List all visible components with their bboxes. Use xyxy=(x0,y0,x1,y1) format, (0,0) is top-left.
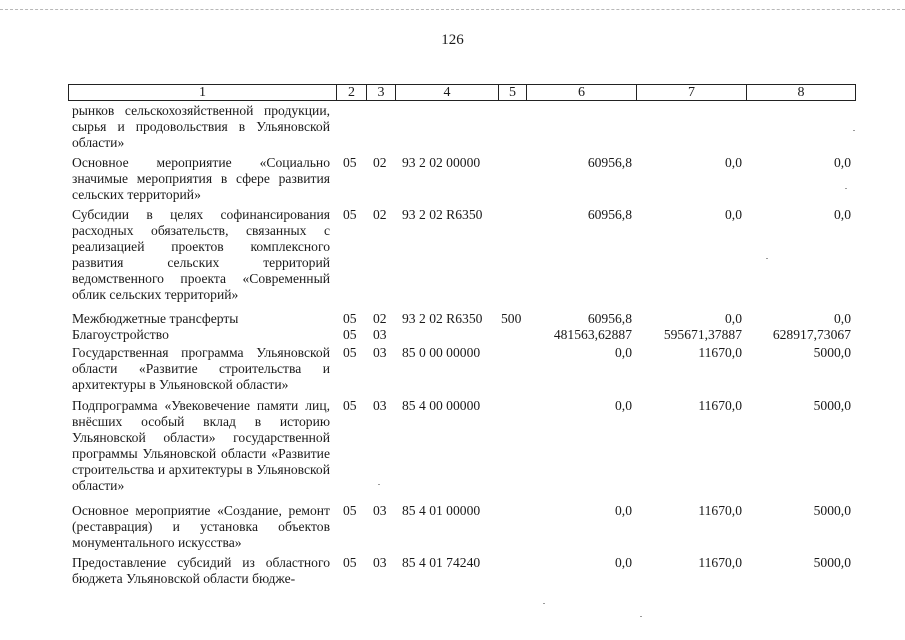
row-2-name: Субсидии в целях софинансирования расходных обязательств, связанных с реализацией проектов комплексного развития сельских территорий ведомственного проекта «Современный облик сельских территорий» xyxy=(72,207,330,302)
row-5-target-code: 85 0 00 00000 xyxy=(402,345,481,360)
row-4-subsection: 03 xyxy=(373,327,387,342)
scan-speck xyxy=(766,258,768,259)
row-3-amount-col7: 0,0 xyxy=(725,311,742,326)
row-2-subsection: 02 xyxy=(373,207,387,222)
header-col-4: 4 xyxy=(396,85,499,100)
row-7-amount-col7: 11670,0 xyxy=(698,503,742,518)
row-5-subsection: 03 xyxy=(373,345,387,360)
row-1-subsection: 02 xyxy=(373,155,387,170)
header-col-8: 8 xyxy=(797,85,805,100)
row-4-amount-col7: 595671,37887 xyxy=(663,327,742,342)
row-7-name: Основное мероприятие «Создание, ремонт (реставрация) и установка объектов монументального искусства» xyxy=(72,503,330,550)
page-number: 126 xyxy=(441,32,464,48)
header-col-2: 2 xyxy=(337,85,367,100)
row-3-expense-type: 500 xyxy=(501,311,522,326)
row-3-amount-col6: 60956,8 xyxy=(587,311,632,326)
row-0-name: рынков сельскохозяйственной продукции, сырья и продовольствия в Ульяновской области» xyxy=(72,103,330,150)
header-col-5: 5 xyxy=(499,85,527,100)
row-1-amount-col8: 0,0 xyxy=(834,155,851,170)
row-8-name: Предоставление субсидий из областного бюджета Ульяновской области бюдже- xyxy=(72,555,330,586)
row-8-subsection: 03 xyxy=(373,555,387,570)
row-6-amount-col6: 0,0 xyxy=(615,398,632,413)
scan-top-edge xyxy=(0,9,905,10)
row-3-target-code: 93 2 02 R6350 xyxy=(402,311,483,326)
row-5-section: 05 xyxy=(343,345,357,360)
scan-speck xyxy=(853,130,855,131)
row-7-amount-col8: 5000,0 xyxy=(813,503,851,518)
row-7-target-code: 85 4 01 00000 xyxy=(402,503,481,518)
header-col-3: 3 xyxy=(367,85,396,100)
row-5-name: Государственная программа Ульяновской области «Развитие строительства и архитектуры в Ульяновской области» xyxy=(72,345,330,392)
row-8-amount-col7: 11670,0 xyxy=(698,555,742,570)
row-7-subsection: 03 xyxy=(373,503,387,518)
scan-speck xyxy=(845,188,847,189)
row-4-amount-col8: 628917,73067 xyxy=(772,327,851,342)
row-2-amount-col7: 0,0 xyxy=(725,207,742,222)
row-4-name: Благоустройство xyxy=(72,327,169,342)
row-8-amount-col8: 5000,0 xyxy=(813,555,851,570)
row-1-amount-col7: 0,0 xyxy=(725,155,742,170)
row-2-target-code: 93 2 02 R6350 xyxy=(402,207,483,222)
row-5-amount-col7: 11670,0 xyxy=(698,345,742,360)
row-6-amount-col8: 5000,0 xyxy=(813,398,851,413)
row-8-section: 05 xyxy=(343,555,357,570)
row-1-name: Основное мероприятие «Социально значимые мероприятия в сфере развития сельских территорий» xyxy=(72,155,330,202)
row-6-target-code: 85 4 00 00000 xyxy=(402,398,481,413)
header-col-6: 6 xyxy=(527,85,637,100)
row-7-section: 05 xyxy=(343,503,357,518)
header-col-1: 1 xyxy=(69,85,337,100)
row-4-amount-col6: 481563,62887 xyxy=(553,327,632,342)
row-6-name: Подпрограмма «Увековечение памяти лиц, внёсших особый вклад в историю Ульяновской области» государственной программы Ульяновской области «Развитие строительства и архитектуры в Ульяновской области» xyxy=(72,398,330,493)
scan-speck xyxy=(543,603,545,604)
row-2-amount-col8: 0,0 xyxy=(834,207,851,222)
row-7-amount-col6: 0,0 xyxy=(615,503,632,518)
row-3-name: Межбюджетные трансферты xyxy=(72,311,239,326)
scan-speck xyxy=(378,484,380,485)
header-col-7: 7 xyxy=(637,85,747,100)
row-6-amount-col7: 11670,0 xyxy=(698,398,742,413)
row-8-amount-col6: 0,0 xyxy=(615,555,632,570)
row-3-section: 05 xyxy=(343,311,357,326)
row-1-target-code: 93 2 02 00000 xyxy=(402,155,481,170)
table-header xyxy=(68,84,856,101)
scan-speck xyxy=(640,616,642,617)
row-1-amount-col6: 60956,8 xyxy=(587,155,632,170)
row-4-section: 05 xyxy=(343,327,357,342)
row-5-amount-col6: 0,0 xyxy=(615,345,632,360)
row-2-section: 05 xyxy=(343,207,357,222)
row-6-subsection: 03 xyxy=(373,398,387,413)
row-3-subsection: 02 xyxy=(373,311,387,326)
row-1-section: 05 xyxy=(343,155,357,170)
row-2-amount-col6: 60956,8 xyxy=(587,207,632,222)
row-5-amount-col8: 5000,0 xyxy=(813,345,851,360)
row-8-target-code: 85 4 01 74240 xyxy=(402,555,481,570)
row-6-section: 05 xyxy=(343,398,357,413)
row-3-amount-col8: 0,0 xyxy=(834,311,851,326)
